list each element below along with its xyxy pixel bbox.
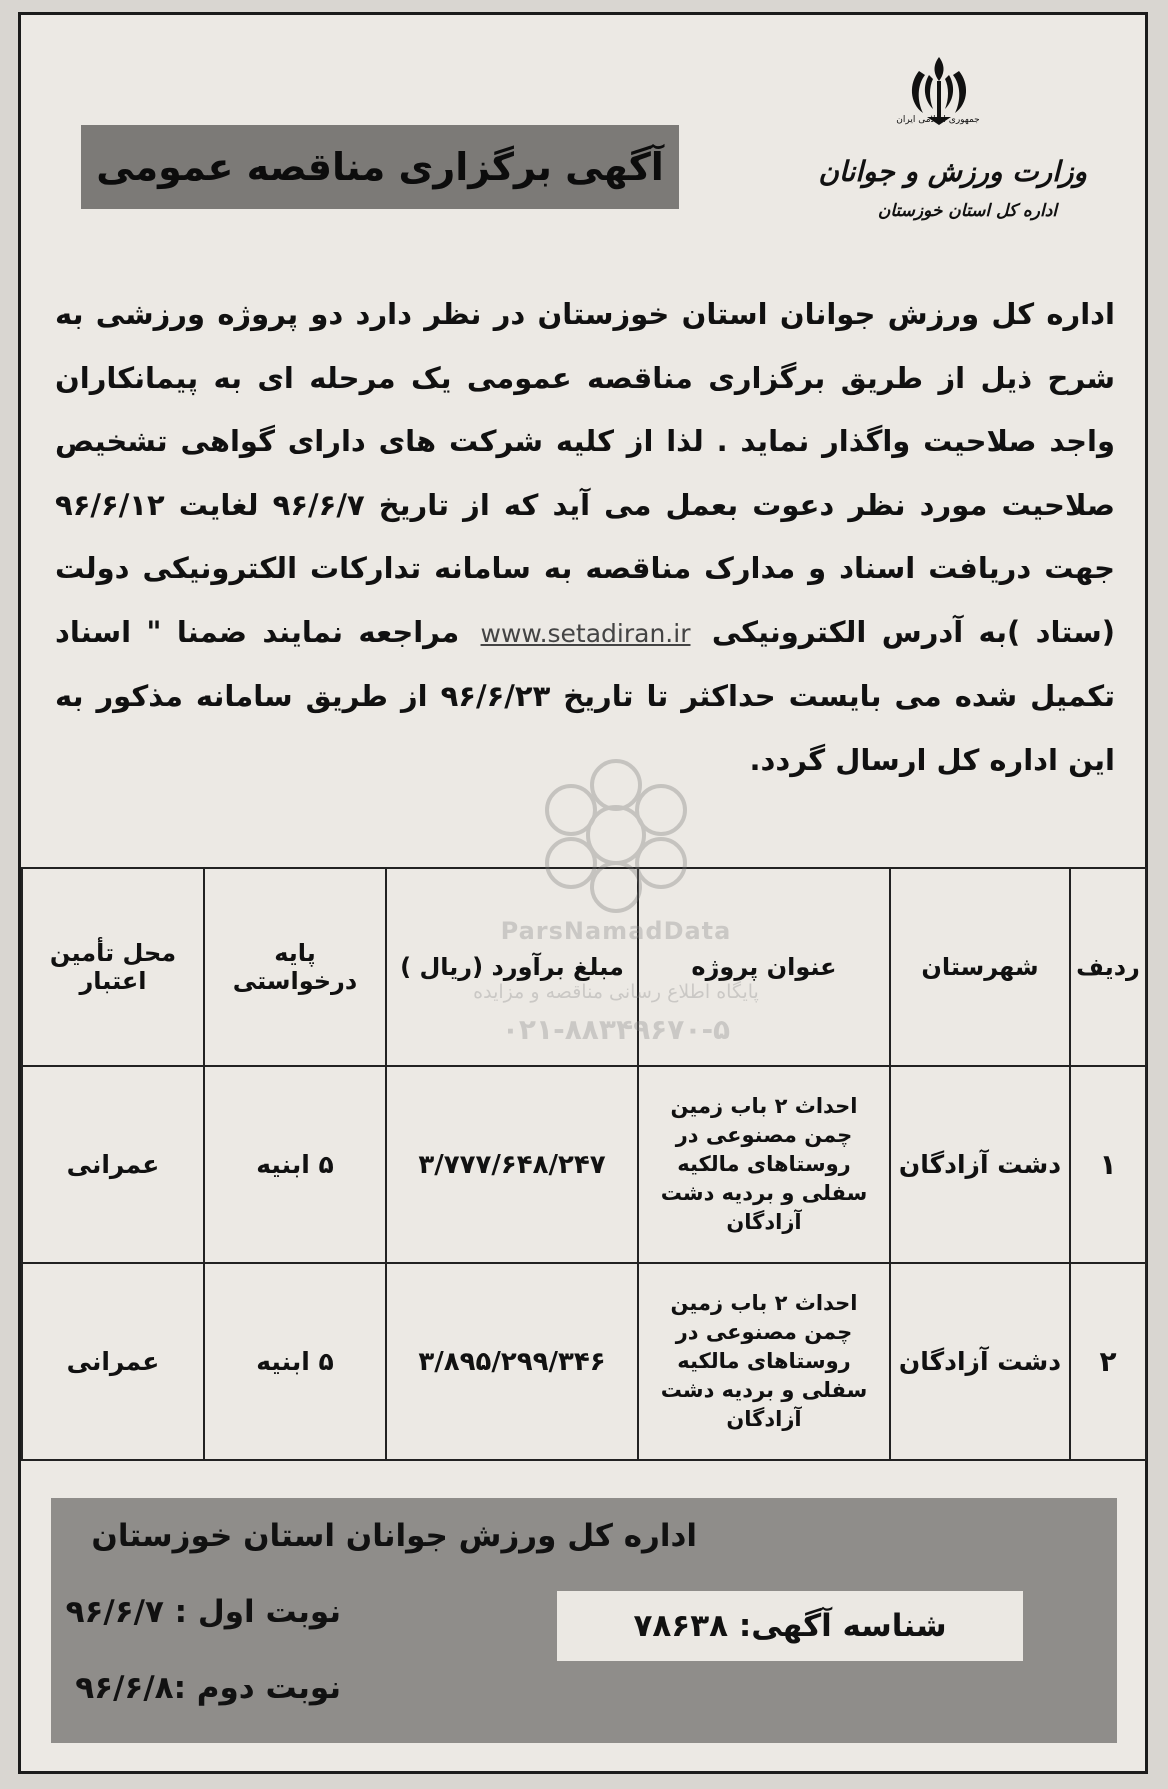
notice-body bbox=[55, 283, 1115, 792]
first-publication: نوبت اول : ۹۶/۶/۷ bbox=[65, 1594, 341, 1630]
notice-title: آگهی برگزاری مناقصه عمومی bbox=[81, 125, 679, 209]
table-row bbox=[22, 1066, 1146, 1263]
cell-amount: ۳/۸۹۵/۲۹۹/۳۴۶ bbox=[386, 1263, 638, 1460]
cell-amount: ۳/۷۷۷/۶۴۸/۲۴۷ bbox=[386, 1066, 638, 1263]
second-publication: نوبت دوم :۹۶/۶/۸ bbox=[75, 1670, 341, 1706]
cell-project: احداث ۲ باب زمین چمن مصنوعی در روستاهای مالکیه سفلی و بردیه دشت آزادگان bbox=[638, 1263, 890, 1460]
header-project: عنوان پروژه bbox=[638, 868, 890, 1066]
website-link[interactable]: www.setadiran.ir bbox=[480, 618, 691, 648]
cell-city: دشت آزادگان bbox=[890, 1066, 1070, 1263]
office-name: اداره کل استان خوزستان bbox=[877, 201, 1057, 221]
cell-row-number: ۲ bbox=[1070, 1263, 1146, 1460]
cell-grade: ۵ ابنیه bbox=[204, 1066, 386, 1263]
notice-id: شناسه آگهی: ۷۸۶۳۸ bbox=[557, 1591, 1023, 1661]
watermark-tagline: پایگاه اطلاع رسانی مناقصه و مزایده bbox=[473, 981, 759, 1003]
header-row-number: ردیف bbox=[1070, 868, 1146, 1066]
cell-source: عمرانی bbox=[22, 1066, 204, 1263]
header-city: شهرستان bbox=[890, 868, 1070, 1066]
table-header-row bbox=[22, 868, 1146, 1066]
emblem-caption: جمهوری اسلامی ایران bbox=[896, 115, 980, 125]
notice-footer bbox=[51, 1498, 1117, 1743]
tender-notice bbox=[18, 12, 1148, 1774]
cell-source: عمرانی bbox=[22, 1263, 204, 1460]
cell-city: دشت آزادگان bbox=[890, 1263, 1070, 1460]
header-grade: پایه درخواستی bbox=[204, 868, 386, 1066]
watermark-phone: ۰۲۱-۸۸۳۴۹۶۷۰-۵ bbox=[501, 1013, 731, 1046]
cell-grade: ۵ ابنیه bbox=[204, 1263, 386, 1460]
body-paragraph-part1: اداره کل ورزش جوانان استان خوزستان در نظر دارد دو پروژه ورزشی به شرح ذیل از طریق برگزاری مناقصه عمومی یک مرحله ای به پیمانکاران واجد صلاحیت واگذار نماید . لذا از کلیه شرکت های دارای گواهی تشخیص صلاحیت مورد نظر دعوت بعمل می آید که از تاریخ ۹۶/۶/۷ لغایت ۹۶/۶/۱۲ جهت دریافت اسناد و مدارک مناقصه به سامانه تدارکات الکترونیکی دولت (ستاد )به آدرس الکترونیکی bbox=[55, 297, 1115, 649]
iran-emblem-icon bbox=[901, 51, 977, 141]
footer-organization: اداره کل ورزش جوانان استان خوزستان bbox=[91, 1518, 697, 1554]
projects-table bbox=[21, 867, 1147, 1461]
body-paragraph-part2: مراجعه نمایند ضمنا " اسناد تکمیل شده می بایست حداکثر تا تاریخ ۹۶/۶/۲۳ از طریق سامانه مذکور به این اداره کل ارسال گردد. bbox=[55, 614, 1116, 777]
header-amount: مبلغ برآورد (ریال ) bbox=[386, 868, 638, 1066]
cell-project: احداث ۲ باب زمین چمن مصنوعی در روستاهای مالکیه سفلی و بردیه دشت آزادگان bbox=[638, 1066, 890, 1263]
notice-header bbox=[21, 15, 1145, 240]
table-row bbox=[22, 1263, 1146, 1460]
ministry-name: وزارت ورزش و جوانان bbox=[818, 155, 1087, 188]
watermark-name: ParsNamadData bbox=[500, 917, 732, 945]
header-source: محل تأمین اعتبار bbox=[22, 868, 204, 1066]
cell-row-number: ۱ bbox=[1070, 1066, 1146, 1263]
